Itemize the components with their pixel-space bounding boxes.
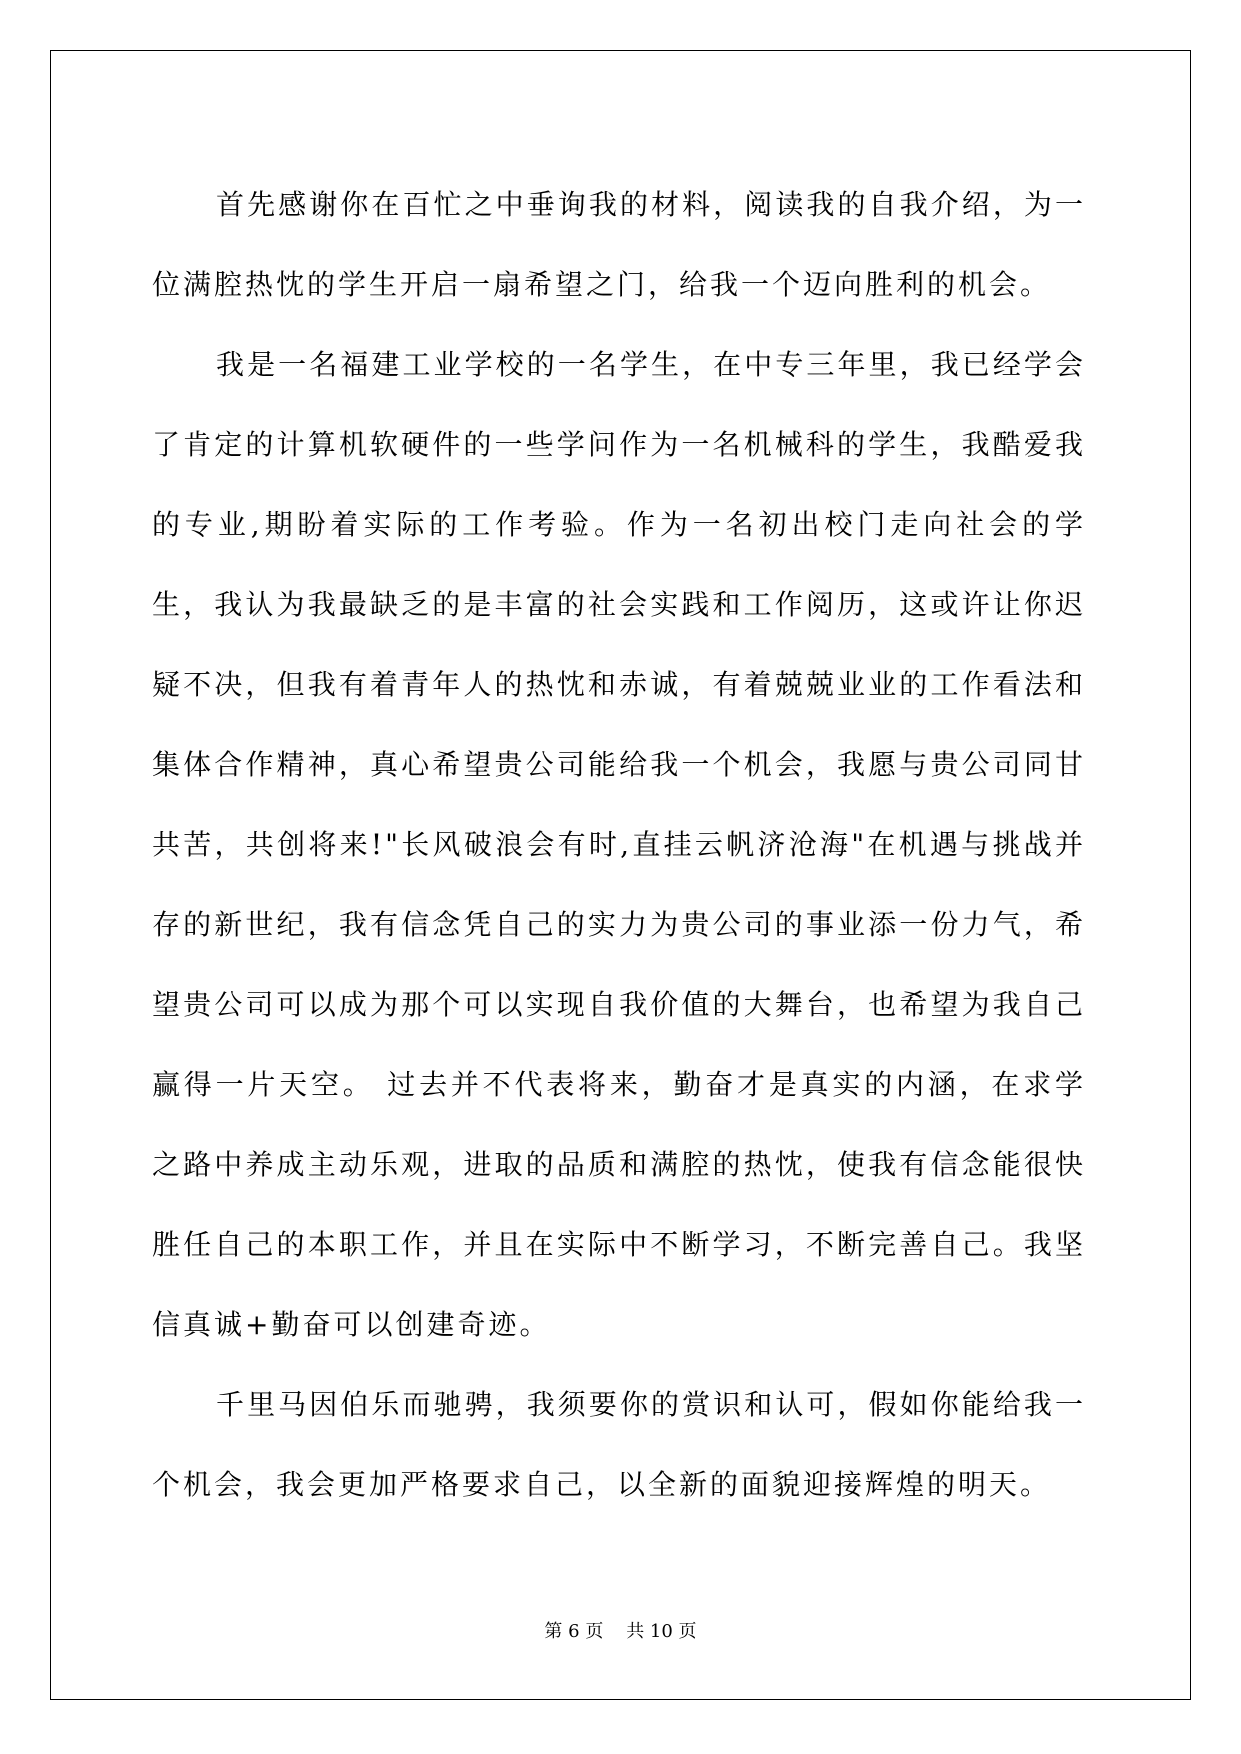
document-body	[152, 165, 1086, 1525]
paragraph-1: 首先感谢你在百忙之中垂询我的材料，阅读我的自我介绍，为一位满腔热忱的学生开启一扇希望之门，给我一个迈向胜利的机会。	[152, 188, 1086, 301]
paragraph-3: 千里马因伯乐而驰骋，我须要你的赏识和认可，假如你能给我一个机会，我会更加严格要求自己，以全新的面貌迎接辉煌的明天。	[152, 1388, 1086, 1501]
page-number-footer: 第 6 页 共 10 页	[544, 1621, 697, 1642]
paragraph-2: 我是一名福建工业学校的一名学生，在中专三年里，我已经学会了肯定的计算机软硬件的一些学问作为一名机械科的学生，我酷爱我的专业,期盼着实际的工作考验。作为一名初出校门走向社会的学生，我认为我最缺乏的是丰富的社会实践和工作阅历，这或许让你迟疑不决，但我有着青年人的热忱和赤诚，有着兢兢业业的工作看法和集体合作精神，真心希望贵公司能给我一个机会，我愿与贵公司同甘共苦，共创将来!"长风破浪会有时,直挂云帆济沧海"在机遇与挑战并存的新世纪，我有信念凭自己的实力为贵公司的事业添一份力气，希望贵公司可以成为那个可以实现自我价值的大舞台，也希望为我自己赢得一片天空。 过去并不代表将来，勤奋才是真实的内涵，在求学之路中养成主动乐观，进取的品质和满腔的热忱，使我有信念能很快胜任自己的本职工作，并且在实际中不断学习，不断完善自己。我坚信真诚+勤奋可以创建奇迹。	[152, 348, 1086, 1341]
